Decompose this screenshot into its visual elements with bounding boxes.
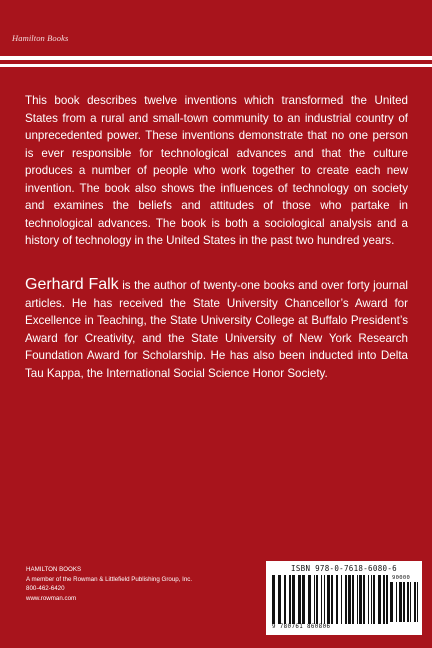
author-name: Gerhard Falk [25, 276, 119, 293]
header-band [0, 0, 432, 55]
publisher-block [26, 565, 192, 603]
header-stripe-bottom [0, 64, 432, 67]
author-bio-text: is the author of twenty-one books and over forty journal articles. He has received the State University Chancellor’s Award for Excellence in Teaching, the State University College at Buffalo President’s Award for Creativity, and the State University of New York Research Foundation Award for Scholarship. He has also been inducted into Delta Tau Kappa, the International Social Science Honor Society. [25, 279, 408, 380]
ean-digits: 9 780761 860806 [272, 624, 331, 630]
isbn-label: ISBN 978-0-7618-6080-6 [291, 564, 397, 573]
publisher-member-line: A member of the Rowman & Littlefield Publishing Group, Inc. [26, 575, 193, 583]
author-bio [25, 276, 408, 382]
publisher-name: HAMILTON BOOKS [26, 566, 82, 573]
barcode-box [266, 561, 422, 635]
publisher-website: www.rowman.com [26, 594, 77, 602]
publisher-phone: 800-462-6420 [26, 585, 65, 592]
series-label: Hamilton Books [12, 33, 69, 43]
ean-barcode-icon [272, 575, 388, 624]
book-description: This book describes twelve inventions which transformed the United States from a rural and small-town community to an industrial country of unprecedented power. These inventions demonstrate that no one person is ever responsible for technological advances and that the culture produces a number of people who work together to create each new invention. The book also shows the influences of technology on society and examines the beliefs and attitudes of those who partake in technological advances. The book is both a sociological analysis and a history of technology in the United States in the past two hundred years. [25, 94, 408, 247]
price-barcode-icon [390, 582, 418, 622]
price-code: 90000 [392, 575, 411, 581]
